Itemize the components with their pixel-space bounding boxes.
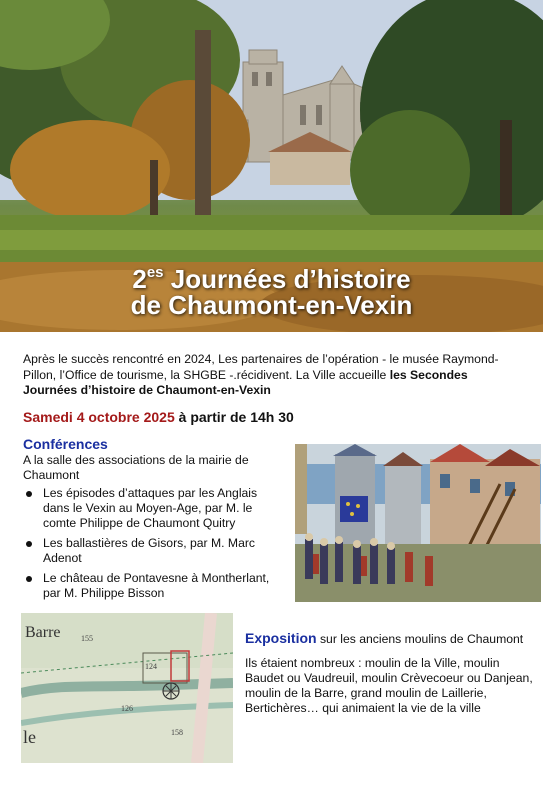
map-number: 124 [145,662,157,671]
exposition-block [245,631,540,725]
conferences-location: A la salle des associations de la mairie de Chaumont [23,453,249,482]
map-label-le: le [23,727,36,747]
map-number: 158 [171,728,183,737]
bullet-icon [26,576,32,582]
conferences-list [23,486,285,606]
list-item: Les épisodes d’attaques par les Anglais dans le Vexin au Moyen-Age, par M. le comte Philippe de Chaumont Quitry [23,486,285,531]
exposition-body: Ils étaient nombreux : moulin de la Ville, moulin Baudet ou Vaudreuil, moulin Crèvecoeur ou Danjean, moulin de la Barre, grand moulin de Laillerie, Bertichères… qui animaient la vie de la ville [245,656,533,715]
map-number: 155 [81,634,93,643]
bullet-icon [26,541,32,547]
event-date: Samedi 4 octobre 2025 à partir de 14h 30 [23,409,294,425]
siege-illustration [295,444,541,602]
hero-photo [0,0,543,332]
exposition-heading: Exposition sur les anciens moulins de Chaumont [245,630,524,646]
conferences-heading: Conférences [23,436,108,452]
mill-cadastral-map [21,613,233,763]
hero-title-line1: $2^{es}$ Journées d’histoire [132,264,411,294]
map-number: 126 [121,704,133,713]
intro-paragraph: Après le succès rencontré en 2024, Les partenaires de l’opération - le musée Raymond-Pillon, l’Office de tourisme, la SHGBE -.récidivent. La Ville accueille les Secondes Journées d’histoire de Chaumont-en-Vexin [23,352,499,397]
list-item: Les ballastières de Gisors, par M. Marc Adenot [23,536,285,566]
map-label-barre: Barre [25,624,61,641]
hero-title-line2: de Chaumont-en-Vexin [130,290,413,320]
list-item: Le château de Pontavesne à Montherlant, par M. Philippe Bisson [23,571,285,601]
bullet-icon [26,491,32,497]
